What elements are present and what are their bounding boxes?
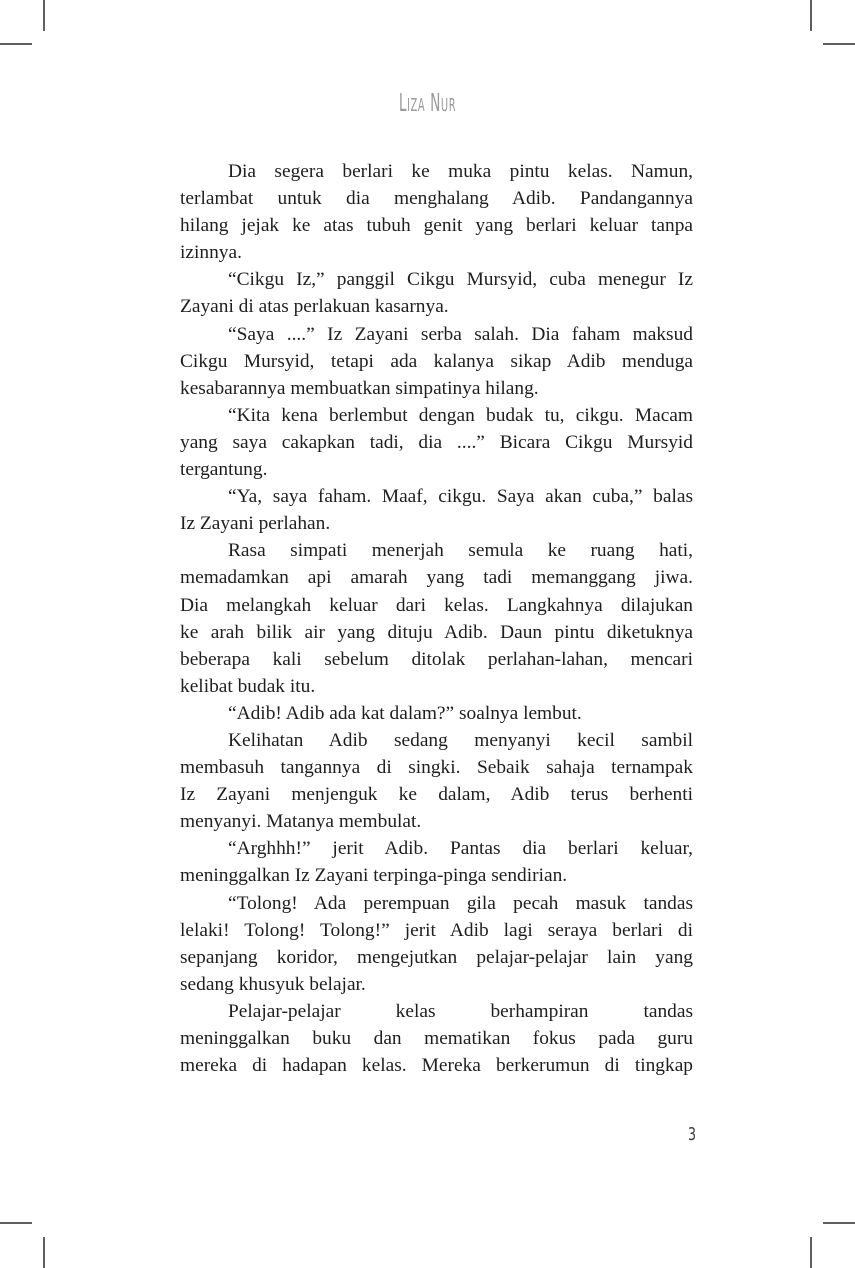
text-line: “Saya ....” Iz Zayani serba salah. Dia faham maksud bbox=[228, 323, 693, 345]
text-line: “Tolong! Ada perempuan gila pecah masuk tandas bbox=[228, 892, 693, 914]
crop-mark-bottom-left-vertical bbox=[43, 1237, 45, 1268]
paragraph bbox=[180, 158, 693, 266]
text-line: yang saya cakapkan tadi, dia ....” Bicara Cikgu Mursyid bbox=[180, 431, 693, 453]
text-line: ke arah bilik air yang dituju Adib. Daun pintu diketuknya bbox=[180, 621, 693, 643]
text-line: Rasa simpati menerjah semula ke ruang hati, bbox=[228, 540, 693, 562]
text-line: lelaki! Tolong! Tolong!” jerit Adib lagi seraya berlari di bbox=[180, 919, 693, 941]
paragraph bbox=[180, 321, 693, 402]
crop-mark-top-left-vertical bbox=[43, 0, 45, 31]
text-line: “Kita kena berlembut dengan budak tu, cikgu. Macam bbox=[228, 404, 693, 426]
paragraph bbox=[180, 537, 693, 700]
text-line: “Ya, saya faham. Maaf, cikgu. Saya akan cuba,” balas bbox=[228, 486, 693, 508]
text-line: izinnya. bbox=[180, 242, 242, 264]
paragraph bbox=[180, 890, 693, 998]
crop-mark-bottom-left-horizontal bbox=[0, 1222, 32, 1224]
text-line: menyanyi. Matanya membulat. bbox=[180, 811, 422, 833]
text-line: Zayani di atas perlakuan kasarnya. bbox=[180, 296, 449, 318]
text-line: Pelajar-pelajar kelas berhampiran tandas bbox=[228, 1000, 693, 1022]
text-line: “Cikgu Iz,” panggil Cikgu Mursyid, cuba menegur Iz bbox=[228, 269, 693, 291]
text-line: “Adib! Adib ada kat dalam?” soalnya lembut. bbox=[228, 702, 582, 724]
text-line: Dia segera berlari ke muka pintu kelas. Namun, bbox=[228, 161, 693, 182]
crop-mark-bottom-right-vertical bbox=[810, 1237, 812, 1268]
crop-mark-top-right-vertical bbox=[810, 0, 812, 31]
text-line: Cikgu Mursyid, tetapi ada kalanya sikap Adib menduga bbox=[180, 350, 693, 372]
text-line: mereka di hadapan kelas. Mereka berkerumun di tingkap bbox=[180, 1055, 693, 1077]
text-line: Iz Zayani menjenguk ke dalam, Adib terus berhenti bbox=[180, 784, 693, 806]
text-line: hilang jejak ke atas tubuh genit yang berlari keluar tanpa bbox=[180, 215, 693, 237]
paragraph bbox=[180, 727, 693, 835]
text-line: membasuh tangannya di singki. Sebaik sahaja ternampak bbox=[180, 757, 693, 779]
paragraph bbox=[180, 266, 693, 320]
crop-mark-top-left-horizontal bbox=[0, 43, 32, 45]
paragraph bbox=[180, 835, 693, 889]
paragraph bbox=[180, 700, 693, 727]
paragraph bbox=[180, 402, 693, 483]
page-number: 3 bbox=[687, 1124, 696, 1145]
text-line: Kelihatan Adib sedang menyanyi kecil sambil bbox=[228, 729, 693, 751]
crop-mark-bottom-right-horizontal bbox=[823, 1222, 855, 1224]
text-line: meninggalkan Iz Zayani terpinga-pinga sendirian. bbox=[180, 865, 568, 887]
text-line: kelibat budak itu. bbox=[180, 675, 316, 697]
text-line: beberapa kali sebelum ditolak perlahan-lahan, mencari bbox=[180, 648, 693, 670]
text-line: kesabarannya membuatkan simpatinya hilang. bbox=[180, 377, 539, 399]
crop-mark-top-right-horizontal bbox=[823, 43, 855, 45]
running-head-author: Liza Nur bbox=[398, 88, 457, 117]
text-line: terlambat untuk dia menghalang Adib. Pandangannya bbox=[180, 188, 693, 210]
text-line: “Arghhh!” jerit Adib. Pantas dia berlari keluar, bbox=[228, 838, 693, 860]
text-line: sedang khusyuk belajar. bbox=[180, 973, 366, 995]
paragraph bbox=[180, 998, 693, 1079]
text-line: memadamkan api amarah yang tadi memanggang jiwa. bbox=[180, 567, 693, 589]
text-line: meninggalkan buku dan mematikan fokus pada guru bbox=[180, 1028, 693, 1049]
text-line: Iz Zayani perlahan. bbox=[180, 513, 331, 535]
body-text bbox=[180, 158, 693, 1079]
text-line: sepanjang koridor, mengejutkan pelajar-pelajar lain yang bbox=[180, 946, 693, 968]
text-line: Dia melangkah keluar dari kelas. Langkahnya dilajukan bbox=[180, 594, 693, 616]
paragraph bbox=[180, 483, 693, 537]
text-line: tergantung. bbox=[180, 459, 268, 481]
